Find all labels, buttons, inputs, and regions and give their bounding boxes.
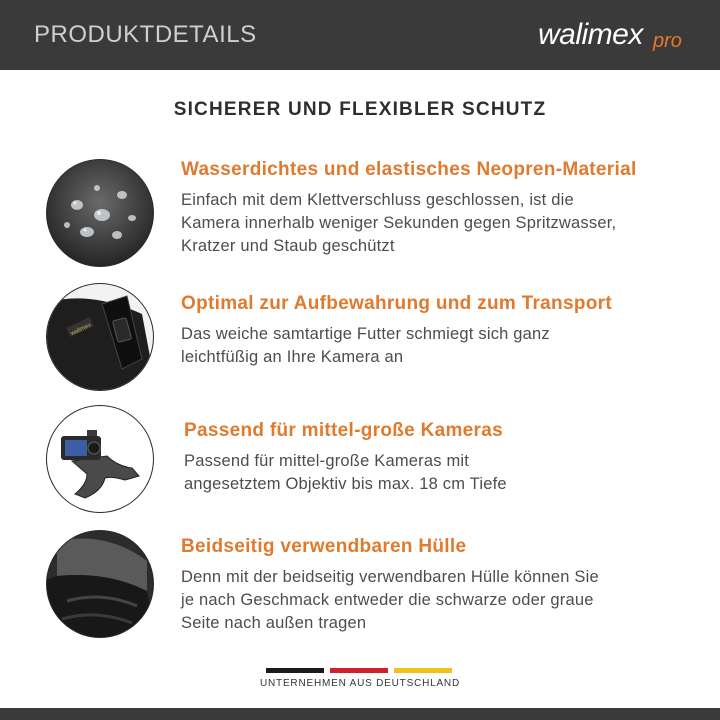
feature-description (184, 450, 684, 496)
camera-pouch-icon (46, 283, 154, 391)
feature-item (0, 536, 720, 646)
feature-title: Wasserdichtes und elastisches Neopren-Material (181, 159, 637, 180)
header-bar (0, 0, 720, 70)
feature-title: Passend für mittel-große Kameras (184, 420, 503, 441)
page-title: PRODUKTDETAILS (34, 21, 257, 48)
feature-title: Beidseitig verwendbaren Hülle (181, 536, 467, 557)
reversible-cover-icon (46, 530, 154, 638)
feature-description (181, 566, 681, 635)
logo-main-text: walimex (538, 18, 643, 51)
feature-line: Passend für mittel-große Kameras mit (184, 452, 470, 470)
feature-line: Einfach mit dem Klettverschluss geschlossen, ist die (181, 191, 574, 209)
feature-description (181, 323, 681, 369)
flag-stripe-red (330, 668, 388, 673)
svg-text:walimex: walimex (70, 322, 93, 338)
feature-line: Kamera innerhalb weniger Sekunden gegen Spritzwasser, (181, 214, 617, 232)
neoprene-water-drops-icon (46, 159, 154, 267)
feature-description (181, 189, 681, 258)
feature-line: angesetztem Objektiv bis max. 18 cm Tiefe (184, 475, 507, 493)
feature-item (0, 293, 720, 403)
logo-suffix-text: pro (653, 30, 682, 52)
feature-line: Kratzer und Staub geschützt (181, 237, 395, 255)
walimex-pro-logo (538, 16, 688, 56)
feature-line: Denn mit der beidseitig verwendbaren Hülle können Sie (181, 568, 599, 586)
feature-title: Optimal zur Aufbewahrung und zum Transport (181, 293, 612, 314)
bottom-strip (0, 708, 720, 720)
feature-item (0, 420, 720, 530)
footer-text: UNTERNEHMEN AUS DEUTSCHLAND (260, 678, 460, 689)
feature-item (0, 159, 720, 269)
feature-line: leichtfüßig an Ihre Kamera an (181, 348, 404, 366)
feature-line: je nach Geschmack entweder die schwarze oder graue (181, 591, 594, 609)
flag-stripe-black (266, 668, 324, 673)
camera-icon (46, 405, 154, 513)
section-headline: SICHERER UND FLEXIBLER SCHUTZ (173, 99, 547, 120)
feature-line: Das weiche samtartige Futter schmiegt sich ganz (181, 325, 550, 343)
flag-stripe-gold (394, 668, 452, 673)
feature-line: Seite nach außen tragen (181, 614, 367, 632)
